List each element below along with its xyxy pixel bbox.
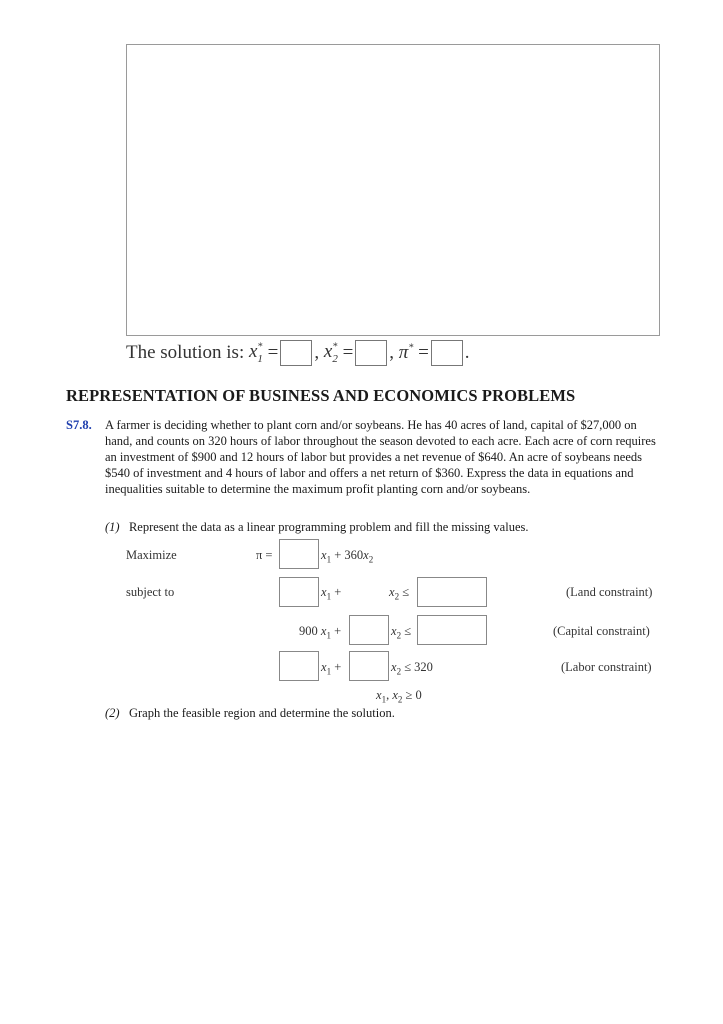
land-constraint-label: (Land constraint): [566, 585, 653, 599]
problem-number: S7.8.: [66, 418, 92, 432]
part2-number: (2): [105, 706, 120, 720]
nonnegativity: $x_1$, $x_2 \ge 0$: [376, 688, 422, 705]
capital-x1-term: 900 $x_1$ +: [299, 624, 342, 641]
part1: [105, 520, 529, 535]
land-x1-coef-input[interactable]: [279, 577, 319, 607]
land-rhs-input[interactable]: [417, 577, 487, 607]
labor-x2-coef-input[interactable]: [349, 651, 389, 681]
part1-text: Represent the data as a linear programming problem and fill the missing values.: [128, 520, 529, 534]
objective-tail: $x_1 + 360x_2$: [321, 548, 374, 565]
part2-text: Graph the feasible region and determine the solution.: [128, 706, 395, 720]
capital-x2-term: $x_2$ ≤: [391, 624, 412, 641]
x2-symbol: $x^*_2$: [323, 341, 338, 365]
solution-prefix: The solution is:: [126, 342, 245, 363]
land-x2-term: $x_2$ ≤: [389, 585, 410, 602]
objective-pi: π =: [256, 548, 273, 562]
capital-constraint-label: (Capital constraint): [553, 624, 650, 638]
part2: [105, 706, 395, 721]
graph-area[interactable]: [126, 44, 660, 336]
pi-answer-box[interactable]: [431, 340, 463, 366]
subject-to-label: subject to: [126, 585, 175, 599]
labor-x2-term: $x_2 \le 320$: [391, 660, 433, 677]
problem-text: A farmer is deciding whether to plant corn and/or soybeans. He has 40 acres of land, capital of $27,000 on hand, and counts on 320 hours of labor throughout the season devoted to each acre. Each acre of corn requires an investment of $900 and 12 hours of labor but provides a net revenue of $640. An acre of soybeans needs $540 of investment and 4 hours of labor and offers a net return of $360. Express the data in equations and inequalities suitable to determine the maximum profit planting corn and/or soybeans.: [105, 418, 656, 497]
capital-x2-coef-input[interactable]: [349, 615, 389, 645]
land-x1-term: $x_1$ +: [321, 585, 342, 602]
labor-constraint-label: (Labor constraint): [561, 660, 652, 674]
part1-number: (1): [105, 520, 120, 534]
x1-answer-box[interactable]: [280, 340, 312, 366]
maximize-label: Maximize: [126, 548, 177, 562]
solution-line: The solution is: $x^*_1$ = , $x^*_2$ = , π* = .: [126, 341, 470, 365]
x1-symbol: $x^*_1$: [248, 341, 263, 365]
section-heading: REPRESENTATION OF BUSINESS AND ECONOMICS PROBLEMS: [66, 386, 576, 405]
x2-answer-box[interactable]: [355, 340, 387, 366]
pi-symbol: π*: [398, 342, 414, 363]
labor-x1-coef-input[interactable]: [279, 651, 319, 681]
labor-x1-term: $x_1$ +: [321, 660, 342, 677]
capital-rhs-input[interactable]: [417, 615, 487, 645]
objective-x1-coef-input[interactable]: [279, 539, 319, 569]
